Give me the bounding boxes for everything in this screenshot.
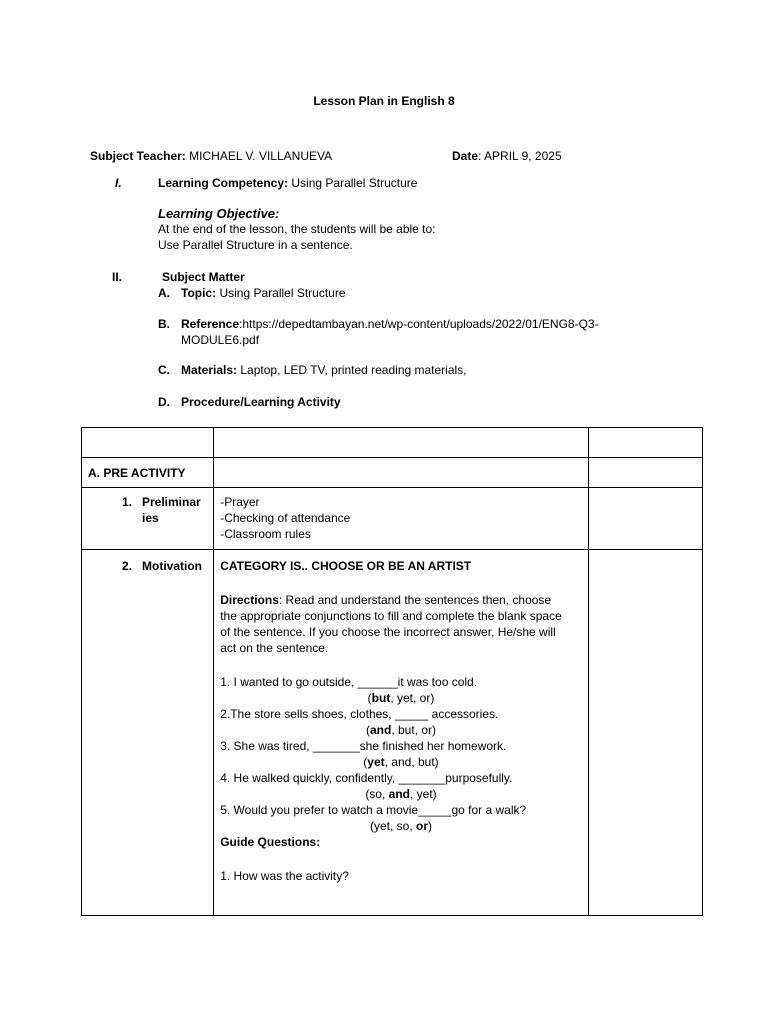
- question-5: 5. Would you prefer to watch a movie_____go for a walk?: [220, 803, 527, 817]
- choices-4: (so, and, yet): [365, 787, 437, 801]
- teacher-line: [90, 148, 332, 164]
- objective-line2: Use Parallel Structure in a sentence.: [158, 238, 353, 252]
- directions-line4: act on the sentence.: [220, 641, 329, 655]
- materials-value: Laptop, LED TV, printed reading materials,: [240, 363, 467, 377]
- preliminaries-content-cell: [214, 488, 589, 550]
- question-3: 3. She was tired, _______she finished her homework.: [220, 739, 507, 753]
- materials-line: [181, 362, 467, 378]
- procedure-table: [81, 427, 703, 916]
- preliminaries-remarks-cell: [588, 488, 702, 550]
- competency-value: Using Parallel Structure: [291, 176, 418, 190]
- directions-line2: the appropriate conjunctions to fill and complete the blank space: [220, 609, 562, 623]
- date-label: Date: [452, 149, 479, 163]
- preliminaries-label-cell: [82, 488, 214, 550]
- topic-label: Topic:: [181, 286, 217, 300]
- objective-line1: At the end of the lesson, the students will be able to:: [158, 222, 436, 236]
- competency-label: Learning Competency:: [158, 176, 289, 190]
- competency-line: [158, 175, 417, 191]
- topic-value: Using Parallel Structure: [219, 286, 346, 300]
- choices-5: (yet, so, or): [369, 819, 432, 833]
- list-item: -Classroom rules: [220, 527, 311, 541]
- motivation-content-cell: [214, 550, 589, 916]
- choices-2: (and, but, or): [365, 723, 437, 737]
- objective-label: Learning Objective:: [158, 206, 280, 221]
- reference-line: [181, 316, 599, 332]
- pre-activity-cell: [82, 458, 214, 488]
- choices-3: (yet, and, but): [363, 755, 439, 769]
- question-1: 1. I wanted to go outside, ______it was too cold.: [220, 675, 478, 689]
- directions-label: Directions: [220, 593, 279, 607]
- motivation-remarks-cell: [588, 550, 702, 916]
- question-2: 2.The store sells shoes, clothes, _____ accessories.: [220, 707, 499, 721]
- header-cell-1: [82, 428, 214, 458]
- reference-label: Reference: [181, 317, 240, 331]
- reference-value-2: MODULE6.pdf: [181, 333, 260, 347]
- item-d-letter: D.: [158, 395, 170, 409]
- item-c-letter: C.: [158, 363, 170, 377]
- motivation-num: 2.: [121, 559, 132, 573]
- header-cell-3: [588, 428, 702, 458]
- pre-activity-cell-2: [214, 458, 589, 488]
- directions-line1: [220, 592, 582, 608]
- topic-line: [181, 285, 346, 301]
- directions-text: : Read and understand the sentences then, choose: [278, 593, 552, 607]
- preliminaries-num: 1.: [121, 495, 132, 509]
- materials-label: Materials:: [181, 363, 238, 377]
- date-value: : APRIL 9, 2025: [478, 149, 562, 163]
- page-title: Lesson Plan in English 8: [313, 94, 455, 108]
- question-4: 4. He walked quickly, confidently, _______purposefully.: [220, 771, 513, 785]
- list-item: -Prayer: [220, 495, 260, 509]
- motivation-label-cell: [82, 550, 214, 916]
- pre-activity-label: A. PRE ACTIVITY: [88, 466, 186, 480]
- teacher-label: Subject Teacher:: [90, 149, 186, 163]
- guide-question-1: 1. How was the activity?: [220, 869, 349, 883]
- list-item: -Checking of attendance: [220, 511, 351, 525]
- preliminaries-label: Preliminaries: [142, 495, 201, 525]
- activity-heading: CATEGORY IS.. CHOOSE OR BE AN ARTIST: [220, 559, 472, 573]
- item-b-letter: B.: [158, 317, 170, 331]
- procedure-label: Procedure/Learning Activity: [181, 395, 341, 409]
- item-a-letter: A.: [158, 286, 170, 300]
- directions-line3: of the sentence. If you choose the incorrect answer, He/she will: [220, 625, 556, 639]
- motivation-label: Motivation: [142, 559, 202, 573]
- pre-activity-row: [82, 458, 703, 488]
- reference-value: :https://depedtambayan.net/wp-content/uploads/2022/01/ENG8-Q3-: [239, 317, 599, 331]
- motivation-row: [82, 550, 703, 916]
- choices-1: (but, yet, or): [367, 691, 435, 705]
- guide-questions-label: Guide Questions:: [220, 835, 321, 849]
- preliminaries-row: [82, 488, 703, 550]
- subject-matter-heading: Subject Matter: [162, 270, 245, 284]
- teacher-value: MICHAEL V. VILLANUEVA: [189, 149, 333, 163]
- pre-activity-cell-3: [588, 458, 702, 488]
- section1-numeral: I.: [115, 176, 122, 190]
- date-line: [452, 148, 562, 164]
- table-header-row: [82, 428, 703, 458]
- section2-numeral: II.: [112, 270, 123, 284]
- header-cell-2: [214, 428, 589, 458]
